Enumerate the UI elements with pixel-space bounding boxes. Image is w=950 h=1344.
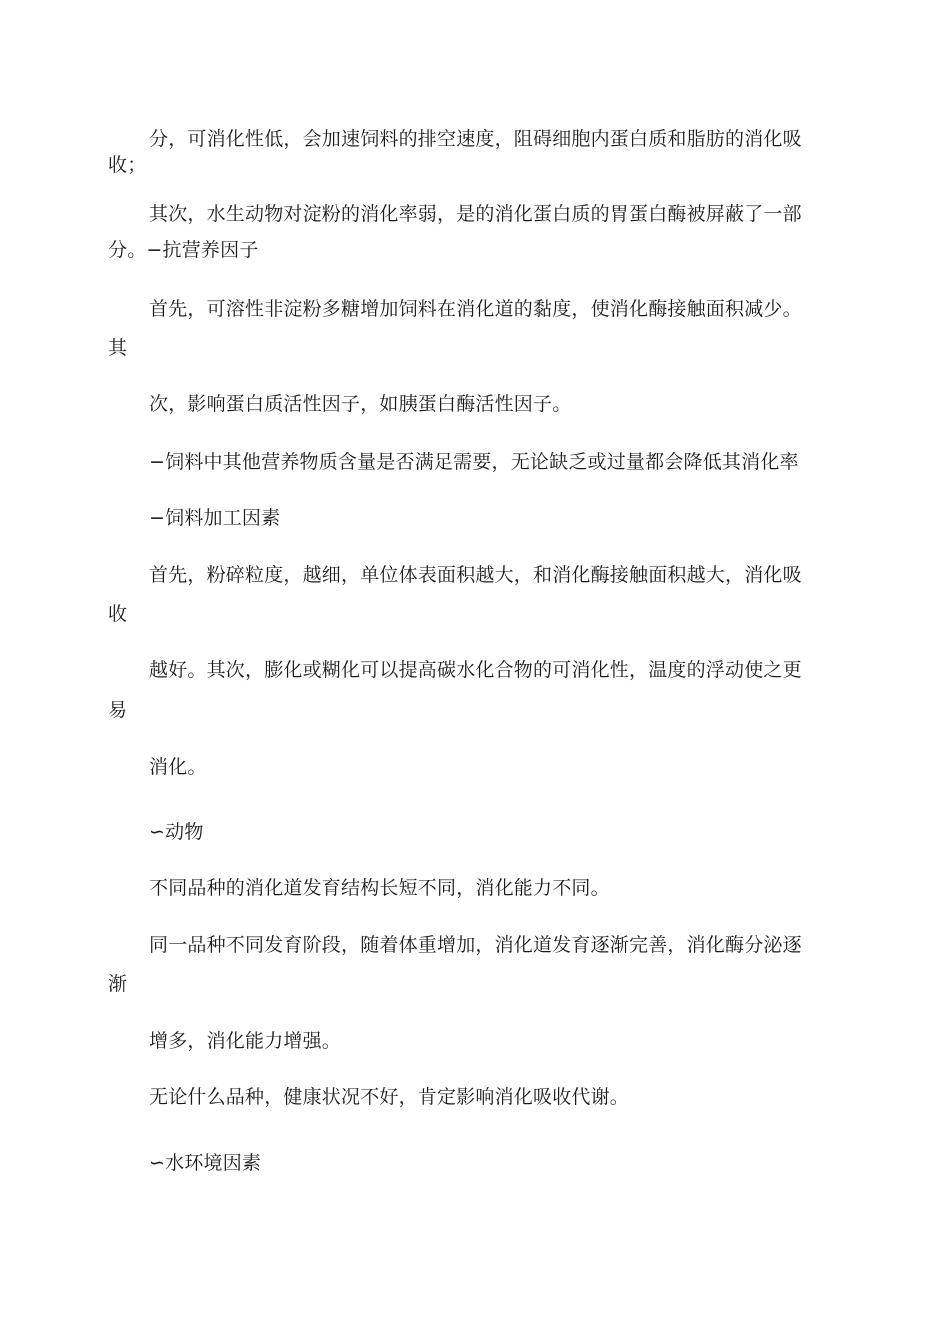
text-line: 其	[108, 337, 128, 359]
text-line: 收；	[108, 154, 147, 176]
text-line: 同一品种不同发育阶段，随着体重增加，消化道发育逐渐完善，消化酶分泌逐	[149, 934, 802, 956]
text-line: 分，可消化性低，会加速饲料的排空速度，阻碍细胞内蛋白质和脂肪的消化吸	[149, 128, 802, 150]
text-line: 收	[108, 603, 128, 625]
text-line: −饲料中其他营养物质含量是否满足需要，无论缺乏或过量都会降低其消化率	[149, 451, 799, 473]
text-line: 消化。	[149, 756, 207, 778]
section-heading: ∽水环境因素	[149, 1152, 262, 1174]
section-heading: ∽动物	[149, 821, 204, 843]
text-line: 易	[108, 699, 128, 721]
text-line: 首先，可溶性非淀粉多糖增加饲料在消化道的黏度，使消化酶接触面积减少。	[149, 298, 802, 320]
text-line: 不同品种的消化道发育结构长短不同，消化能力不同。	[149, 877, 610, 899]
text-line: 无论什么品种，健康状况不好，肯定影响消化吸收代谢。	[149, 1086, 630, 1108]
text-line: 其次，水生动物对淀粉的消化率弱，是的消化蛋白质的胃蛋白酶被屏蔽了一部	[149, 203, 802, 225]
text-line: 渐	[108, 973, 128, 995]
text-line: 次，影响蛋白质活性因子，如胰蛋白酶活性因子。	[149, 393, 572, 415]
text-line: 首先，粉碎粒度，越细，单位体表面积越大，和消化酶接触面积越大，消化吸	[149, 564, 802, 586]
text-line: 越好。其次，膨化或糊化可以提高碳水化合物的可消化性，温度的浮动使之更	[149, 659, 802, 681]
text-line: 增多，消化能力增强。	[149, 1030, 342, 1052]
text-line: −饲料加工因素	[149, 507, 281, 529]
text-line: 分。−抗营养因子	[108, 239, 259, 261]
